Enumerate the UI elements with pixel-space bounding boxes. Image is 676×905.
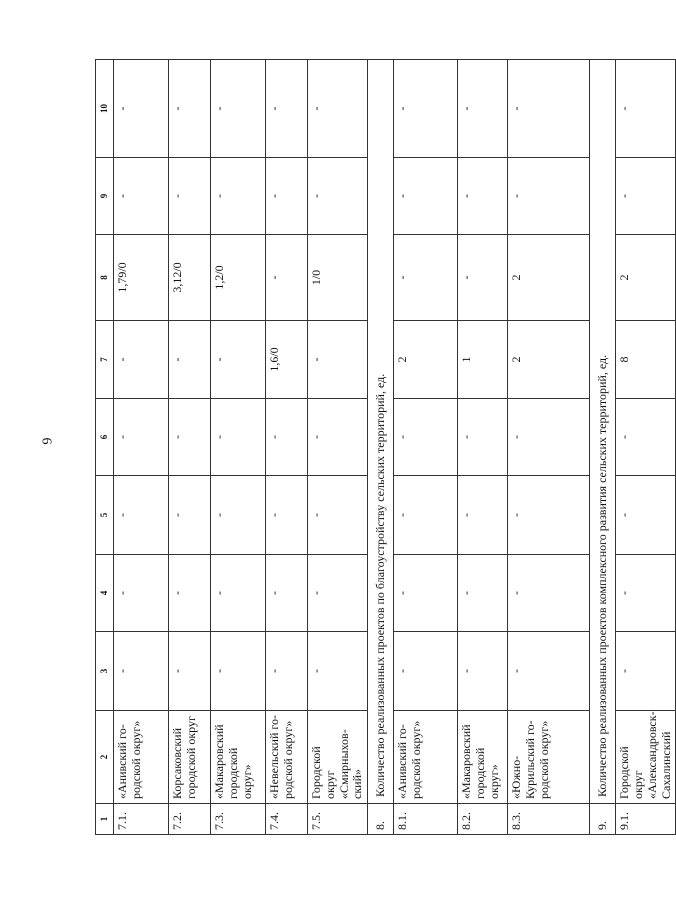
col-header-7: 7 <box>96 321 114 399</box>
value-cell-col-8: - <box>458 235 508 321</box>
value-cell-col-8: - <box>266 235 308 321</box>
table-row <box>169 60 211 835</box>
value-cell-col-10: - <box>394 60 458 158</box>
value-cell-col-4: - <box>616 555 676 632</box>
value-cell-col-3: - <box>394 632 458 711</box>
value-cell-col-9: - <box>114 158 169 235</box>
col-header-1: 1 <box>96 804 114 835</box>
value-cell-col-5: - <box>114 476 169 555</box>
value-cell-col-3: - <box>616 632 676 711</box>
table-row <box>616 60 676 835</box>
value-cell-col-8: 2 <box>616 235 676 321</box>
column-number-header-row <box>96 60 114 835</box>
table-body <box>114 60 676 835</box>
value-cell-col-6: - <box>616 399 676 476</box>
value-cell-col-9: - <box>211 158 266 235</box>
row-number-cell: 7.1. <box>114 804 169 835</box>
row-number-cell: 8.2. <box>458 804 508 835</box>
section-row <box>590 60 616 835</box>
table-row <box>211 60 266 835</box>
value-cell-col-8: 1,79/0 <box>114 235 169 321</box>
value-cell-col-4: - <box>458 555 508 632</box>
value-cell-col-9: - <box>394 158 458 235</box>
value-cell-col-6: - <box>211 399 266 476</box>
row-number-cell: 7.3. <box>211 804 266 835</box>
value-cell-col-8: 3,12/0 <box>169 235 211 321</box>
value-cell-col-4: - <box>394 555 458 632</box>
row-number-cell: 7.5. <box>308 804 368 835</box>
col-header-5: 5 <box>96 476 114 555</box>
row-number-cell: 7.4. <box>266 804 308 835</box>
col-header-9: 9 <box>96 158 114 235</box>
col-header-2: 2 <box>96 711 114 804</box>
municipality-cell: «Макаровский городской округ» <box>211 711 266 804</box>
value-cell-col-6: - <box>114 399 169 476</box>
value-cell-col-3: - <box>169 632 211 711</box>
value-cell-col-4: - <box>211 555 266 632</box>
col-header-8: 8 <box>96 235 114 321</box>
value-cell-col-5: - <box>211 476 266 555</box>
value-cell-col-7: - <box>211 321 266 399</box>
indicators-table <box>95 59 676 835</box>
value-cell-col-4: - <box>308 555 368 632</box>
section-title-cell: Количество реализованных проектов по благоустройству сельских территорий, ед. <box>368 60 394 804</box>
value-cell-col-9: - <box>508 158 590 235</box>
value-cell-col-3: - <box>508 632 590 711</box>
value-cell-col-10: - <box>114 60 169 158</box>
rotated-table-container <box>95 60 673 835</box>
value-cell-col-6: - <box>508 399 590 476</box>
value-cell-col-7: - <box>169 321 211 399</box>
value-cell-col-9: - <box>616 158 676 235</box>
value-cell-col-7: 8 <box>616 321 676 399</box>
municipality-cell: Городской округ «Смирныхов-ский» <box>308 711 368 804</box>
value-cell-col-7: 2 <box>508 321 590 399</box>
value-cell-col-8: 1/0 <box>308 235 368 321</box>
value-cell-col-8: 1,2/0 <box>211 235 266 321</box>
row-number-cell: 8.1. <box>394 804 458 835</box>
value-cell-col-5: - <box>308 476 368 555</box>
value-cell-col-5: - <box>394 476 458 555</box>
municipality-cell: Корсаковский городской округ <box>169 711 211 804</box>
value-cell-col-10: - <box>616 60 676 158</box>
value-cell-col-8: - <box>394 235 458 321</box>
row-number-cell: 7.2. <box>169 804 211 835</box>
value-cell-col-7: - <box>308 321 368 399</box>
value-cell-col-3: - <box>458 632 508 711</box>
value-cell-col-3: - <box>308 632 368 711</box>
value-cell-col-6: - <box>308 399 368 476</box>
section-number-cell: 9. <box>590 804 616 835</box>
value-cell-col-10: - <box>169 60 211 158</box>
value-cell-col-6: - <box>266 399 308 476</box>
value-cell-col-5: - <box>508 476 590 555</box>
municipality-cell: «Южно-Курильский го-родской округ» <box>508 711 590 804</box>
col-header-4: 4 <box>96 555 114 632</box>
section-number-cell: 8. <box>368 804 394 835</box>
value-cell-col-4: - <box>114 555 169 632</box>
municipality-cell: «Макаровский городской округ» <box>458 711 508 804</box>
municipality-cell: «Анивский го-родской округ» <box>394 711 458 804</box>
value-cell-col-10: - <box>266 60 308 158</box>
row-number-cell: 9.1. <box>616 804 676 835</box>
table-row <box>266 60 308 835</box>
value-cell-col-9: - <box>308 158 368 235</box>
municipality-cell: «Невельский го-родской округ» <box>266 711 308 804</box>
table-row <box>508 60 590 835</box>
value-cell-col-10: - <box>308 60 368 158</box>
value-cell-col-7: - <box>114 321 169 399</box>
value-cell-col-7: 2 <box>394 321 458 399</box>
value-cell-col-10: - <box>458 60 508 158</box>
value-cell-col-7: 1,6/0 <box>266 321 308 399</box>
municipality-cell: Городской округ «Александровск-Сахалинский <box>616 711 676 804</box>
value-cell-col-9: - <box>266 158 308 235</box>
col-header-3: 3 <box>96 632 114 711</box>
value-cell-col-3: - <box>211 632 266 711</box>
value-cell-col-4: - <box>266 555 308 632</box>
value-cell-col-5: - <box>458 476 508 555</box>
municipality-cell: «Анивский го-родской округ» <box>114 711 169 804</box>
value-cell-col-5: - <box>266 476 308 555</box>
section-title-cell: Количество реализованных проектов комплексного развития сельских территорий, ед. <box>590 60 616 804</box>
value-cell-col-9: - <box>169 158 211 235</box>
col-header-6: 6 <box>96 399 114 476</box>
value-cell-col-6: - <box>169 399 211 476</box>
value-cell-col-8: 2 <box>508 235 590 321</box>
value-cell-col-4: - <box>508 555 590 632</box>
value-cell-col-7: 1 <box>458 321 508 399</box>
col-header-10: 10 <box>96 60 114 158</box>
section-row <box>368 60 394 835</box>
value-cell-col-10: - <box>211 60 266 158</box>
value-cell-col-3: - <box>266 632 308 711</box>
table-row <box>458 60 508 835</box>
table-row <box>394 60 458 835</box>
value-cell-col-5: - <box>169 476 211 555</box>
value-cell-col-9: - <box>458 158 508 235</box>
value-cell-col-5: - <box>616 476 676 555</box>
page-number: 6 <box>38 437 54 445</box>
value-cell-col-3: - <box>114 632 169 711</box>
value-cell-col-6: - <box>458 399 508 476</box>
value-cell-col-10: - <box>508 60 590 158</box>
row-number-cell: 8.3. <box>508 804 590 835</box>
table-row <box>114 60 169 835</box>
value-cell-col-6: - <box>394 399 458 476</box>
value-cell-col-4: - <box>169 555 211 632</box>
table-row <box>308 60 368 835</box>
